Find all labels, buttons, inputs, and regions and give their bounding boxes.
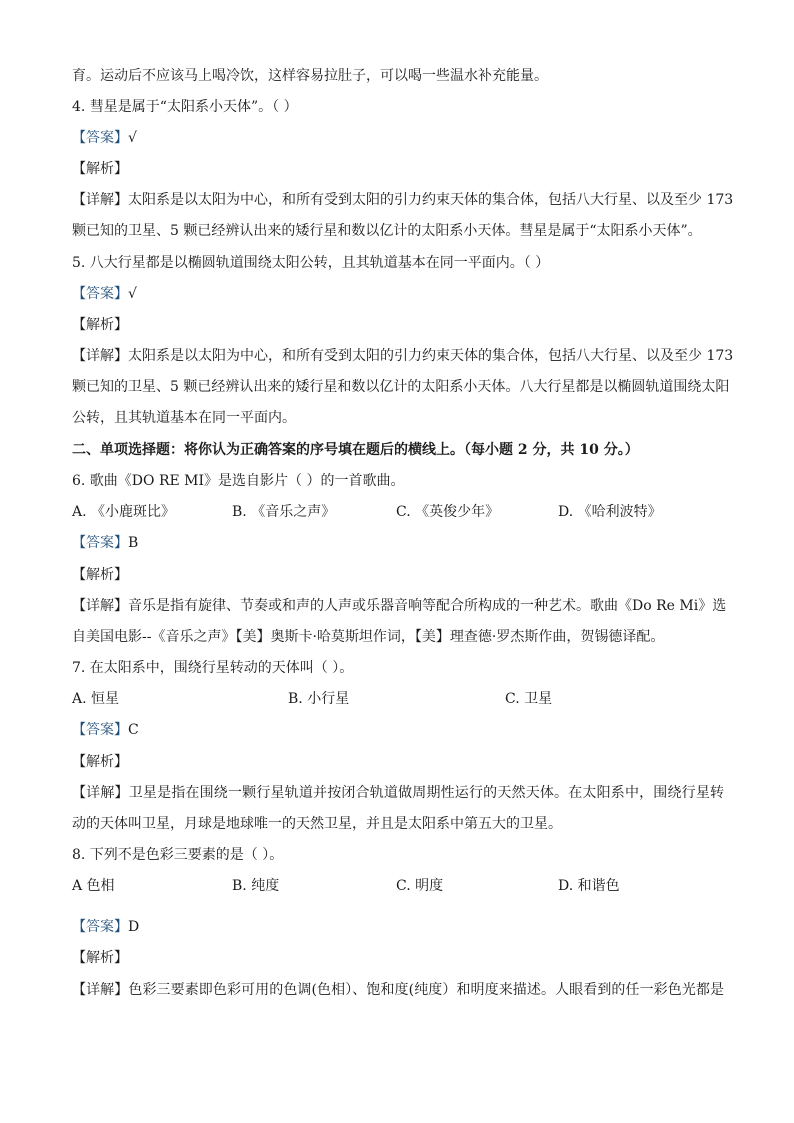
- answer-value: √: [128, 286, 137, 302]
- answer-line: [72, 533, 724, 553]
- question-7: 7. 在太阳系中，围绕行星转动的天体叫（ ）。: [72, 660, 354, 676]
- answer-value: √: [128, 130, 137, 146]
- analysis-tag: 【解析】: [72, 950, 128, 966]
- detail-text: 太阳系是以太阳为中心，和所有受到太阳的引力约束天体的集合体，包括八大行星、以及至少 173: [128, 192, 734, 208]
- option-c: C. 《英俊少年》: [396, 504, 500, 520]
- question-6: 6. 歌曲《DO RE MI》是选自影片（ ）的一首歌曲。: [72, 473, 405, 489]
- question-4: 4. 彗星是属于“太阳系小天体”。（ ）: [72, 99, 298, 115]
- answer-value: D: [128, 919, 140, 935]
- answer-tag: 【答案】: [72, 286, 128, 302]
- question-5: 5. 八大行星都是以椭圆轨道围绕太阳公转，且其轨道基本在同一平面内。（ ）: [72, 255, 550, 271]
- detail-line: [72, 980, 724, 1000]
- option-c: C. 卫星: [505, 691, 553, 707]
- question-8: 8. 下列不是色彩三要素的是（ ）。: [72, 847, 284, 863]
- detail-line: 颗已知的卫星、5 颗已经辨认出来的矮行星和数以亿计的太阳系小天体。彗星是属于“太阳系小天体”。: [72, 223, 702, 239]
- analysis-tag: 【解析】: [72, 317, 128, 333]
- answer-line: [72, 720, 724, 740]
- analysis-tag: 【解析】: [72, 567, 128, 583]
- option-d: D. 和谐色: [558, 878, 620, 894]
- detail-tag: 【详解】: [72, 348, 128, 364]
- section-heading: 二、单项选择题：将你认为正确答案的序号填在题后的横线上。（每小题 2 分，共 10 分。）: [72, 442, 639, 458]
- option-b: B. 纯度: [232, 878, 280, 894]
- detail-tag: 【详解】: [72, 785, 129, 801]
- answer-line: [72, 917, 724, 937]
- answer-tag: 【答案】: [72, 722, 128, 738]
- answer-tag: 【答案】: [72, 919, 128, 935]
- option-c: C. 明度: [396, 878, 444, 894]
- detail-line: 颗已知的卫星、5 颗已经辨认出来的矮行星和数以亿计的太阳系小天体。八大行星都是以椭圆轨道围绕太阳: [72, 379, 730, 395]
- analysis-tag: 【解析】: [72, 754, 128, 770]
- option-b: B. 《音乐之声》: [232, 504, 336, 520]
- answer-tag: 【答案】: [72, 535, 128, 551]
- option-b: B. 小行星: [288, 691, 350, 707]
- detail-text: 太阳系是以太阳为中心，和所有受到太阳的引力约束天体的集合体，包括八大行星、以及至少 173: [128, 348, 734, 364]
- detail-line: [72, 190, 734, 210]
- detail-tag: 【详解】: [72, 192, 128, 208]
- detail-line: 动的天体叫卫星，月球是地球唯一的天然卫星，并且是太阳系中第五大的卫星。: [72, 816, 562, 832]
- option-a: A. 《小鹿斑比》: [72, 504, 176, 520]
- detail-tag: 【详解】: [72, 982, 129, 998]
- answer-value: C: [128, 722, 139, 738]
- detail-text: 卫星是指在围绕一颗行星轨道并按闭合轨道做周期性运行的天然天体。在太阳系中，围绕行星转: [128, 785, 725, 801]
- option-d: D. 《哈利波特》: [558, 504, 662, 520]
- answer-line: [72, 128, 724, 148]
- detail-line: [72, 783, 724, 803]
- analysis-tag: 【解析】: [72, 161, 128, 177]
- option-a: A 色相: [72, 878, 115, 894]
- answer-line: [72, 284, 724, 304]
- answer-tag: 【答案】: [72, 130, 128, 146]
- detail-line: 自美国电影--《音乐之声》【美】奥斯卡·哈莫斯坦作词，【美】理查德·罗杰斯作曲，贺锡德译配。: [72, 629, 665, 645]
- answer-value: B: [128, 535, 139, 551]
- detail-tag: 【详解】: [72, 598, 128, 614]
- text-line: 育。运动后不应该马上喝冷饮，这样容易拉肚子，可以喝一些温水补充能量。: [72, 68, 548, 84]
- detail-line: [72, 346, 734, 366]
- detail-line: 公转，且其轨道基本在同一平面内。: [72, 410, 296, 426]
- option-a: A. 恒星: [72, 691, 120, 707]
- detail-line: [72, 596, 727, 616]
- detail-text: 色彩三要素即色彩可用的色调(色相）、饱和度(纯度）和明度来描述。人眼看到的任一彩色光都是: [128, 982, 725, 998]
- detail-text: 音乐是指有旋律、节奏或和声的人声或乐器音响等配合所构成的一种艺术。歌曲《Do Re Mi》选: [128, 598, 727, 614]
